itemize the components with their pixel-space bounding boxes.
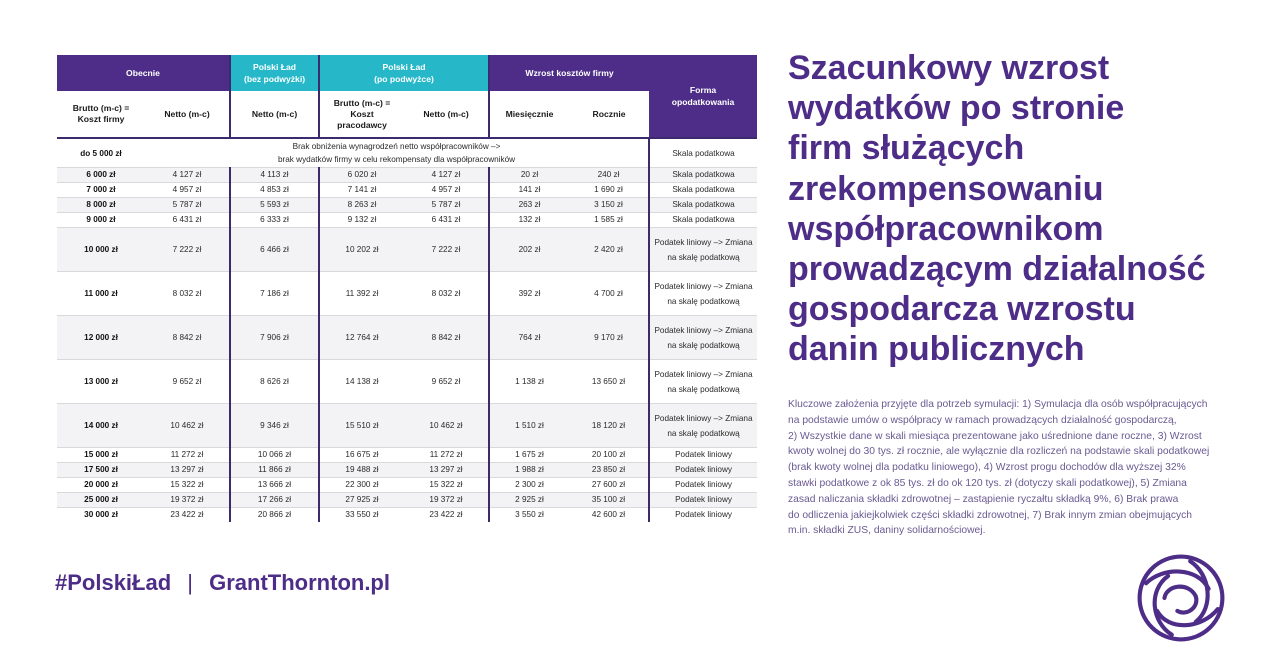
table-cell-brutto-po: 14 138 zł <box>319 360 404 404</box>
note-line: na podstawie umów o współpracy w ramach prowadzących działalność gospodarczą, <box>788 414 1177 426</box>
table-cell-brutto-po: 8 263 zł <box>319 198 404 213</box>
table-cell-brutto-po: 15 510 zł <box>319 404 404 448</box>
table-cell-brutto-po: 19 488 zł <box>319 463 404 478</box>
grant-thornton-swirl-icon <box>1135 552 1227 644</box>
table-cell-netto-obecnie: 8 032 zł <box>145 272 230 316</box>
table-row <box>57 183 757 198</box>
table-cell-netto-obecnie: 15 322 zł <box>145 478 230 493</box>
col-header-brutto-po-line1: Brutto (m-c) = <box>333 97 391 108</box>
note-line: stawki podatkowe z ok 85 tys. zł do ok 120 tys. zł (dotyczy skali podatkowej), 5) Zmiana <box>788 477 1187 489</box>
table-cell-brutto-po: 6 020 zł <box>319 168 404 183</box>
comparison-table-container <box>57 55 757 522</box>
table-cell-netto-obecnie: 10 462 zł <box>145 404 230 448</box>
group-header-wzrost: Wzrost kosztów firmy <box>489 55 649 91</box>
table-cell-netto-obecnie: 11 272 zł <box>145 448 230 463</box>
table-cell-rocznie: 240 zł <box>569 168 649 183</box>
note-line: kwoty wolnej do 30 tys. zł rocznie, ale wyłącznie dla rozliczeń na podstawie skali podatkowej <box>788 446 1210 458</box>
table-note-line1: Brak obniżenia wynagrodzeń netto współpracowników –> <box>292 142 501 151</box>
table-cell-netto-obecnie: 23 422 zł <box>145 508 230 523</box>
table-cell-brutto: 25 000 zł <box>57 493 145 508</box>
table-cell-netto-po: 19 372 zł <box>404 493 489 508</box>
table-cell-forma: Skala podatkowa <box>649 138 757 168</box>
table-cell-rocznie: 23 850 zł <box>569 463 649 478</box>
table-cell-forma: Podatek liniowy <box>649 478 757 493</box>
table-cell-brutto-po: 9 132 zł <box>319 213 404 228</box>
table-cell-netto-po: 11 272 zł <box>404 448 489 463</box>
table-cell-rocznie: 9 170 zł <box>569 316 649 360</box>
table-cell-netto-po: 13 297 zł <box>404 463 489 478</box>
table-cell-netto-bez: 4 113 zł <box>230 168 319 183</box>
col-header-brutto-po-line2: Koszt <box>350 108 374 119</box>
heading-line: firm służących <box>788 129 1025 168</box>
table-row-first <box>57 138 757 168</box>
table-cell-brutto: 15 000 zł <box>57 448 145 463</box>
table-cell-forma: Skala podatkowa <box>649 213 757 228</box>
table-cell-miesiecznie: 1 675 zł <box>489 448 569 463</box>
note-line: zasad naliczania składki zdrowotnej – zastąpienie ryczałtu składką 9%, 6) Brak prawa <box>788 493 1179 505</box>
group-header-polski-lad-po-line1: Polski Ład <box>382 62 426 72</box>
table-cell-netto-bez: 5 593 zł <box>230 198 319 213</box>
table-row <box>57 493 757 508</box>
group-header-polski-lad-po-line2: (po podwyżce) <box>374 74 434 84</box>
table-cell-netto-po: 7 222 zł <box>404 228 489 272</box>
table-cell-netto-obecnie: 8 842 zł <box>145 316 230 360</box>
table-cell-forma: Podatek liniowy –> Zmiana na skalę podatkową <box>649 360 757 404</box>
table-cell-rocznie: 35 100 zł <box>569 493 649 508</box>
table-cell-forma: Podatek liniowy –> Zmiana na skalę podatkową <box>649 316 757 360</box>
table-cell-miesiecznie: 2 925 zł <box>489 493 569 508</box>
table-cell-miesiecznie: 141 zł <box>489 183 569 198</box>
table-cell-brutto: 9 000 zł <box>57 213 145 228</box>
table-cell-netto-po: 8 842 zł <box>404 316 489 360</box>
heading-line: Szacunkowy wzrost <box>788 49 1110 87</box>
table-cell-netto-bez: 4 853 zł <box>230 183 319 198</box>
table-cell-brutto-po: 16 675 zł <box>319 448 404 463</box>
table-cell-netto-obecnie: 6 431 zł <box>145 213 230 228</box>
footer <box>55 570 390 596</box>
col-header-brutto <box>57 91 145 138</box>
footer-separator: | <box>187 570 193 595</box>
table-cell-netto-po: 5 787 zł <box>404 198 489 213</box>
table-cell-forma: Podatek liniowy <box>649 508 757 523</box>
table-cell-forma: Podatek liniowy –> Zmiana na skalę podatkową <box>649 404 757 448</box>
table-cell-forma: Skala podatkowa <box>649 198 757 213</box>
col-header-miesiecznie: Miesięcznie <box>489 91 569 138</box>
table-row <box>57 478 757 493</box>
table-cell-forma: Skala podatkowa <box>649 183 757 198</box>
table-cell-netto-bez: 7 906 zł <box>230 316 319 360</box>
heading-line: współpracownikom <box>788 209 1104 248</box>
col-header-netto-bez: Netto (m-c) <box>230 91 319 138</box>
table-cell-forma: Podatek liniowy <box>649 493 757 508</box>
table-cell-miesiecznie: 132 zł <box>489 213 569 228</box>
table-cell-netto-po: 9 652 zł <box>404 360 489 404</box>
table-cell-netto-obecnie: 13 297 zł <box>145 463 230 478</box>
table-cell-brutto: 14 000 zł <box>57 404 145 448</box>
table-cell-netto-obecnie: 9 652 zł <box>145 360 230 404</box>
page-heading <box>788 48 1258 370</box>
table-cell-brutto-po: 12 764 zł <box>319 316 404 360</box>
table-cell-netto-bez: 7 186 zł <box>230 272 319 316</box>
table-cell-brutto: 30 000 zł <box>57 508 145 523</box>
table-cell-miesiecznie: 1 988 zł <box>489 463 569 478</box>
table-cell-miesiecznie: 20 zł <box>489 168 569 183</box>
table-cell-netto-obecnie: 7 222 zł <box>145 228 230 272</box>
note-line: (brak kwoty wolnej dla podatku liniowego), 4) Wzrost progu dochodów dla wyższej 32% <box>788 462 1186 474</box>
col-header-brutto-po-line3: pracodawcy <box>337 119 387 130</box>
heading-line: danin publicznych <box>788 330 1085 369</box>
heading-line: gospodarcza wzrostu <box>788 290 1136 329</box>
table-note-line2: brak wydatków firmy w celu rekompensaty dla współpracowników <box>277 155 516 164</box>
table-cell-brutto-po: 7 141 zł <box>319 183 404 198</box>
col-header-brutto-line2: Koszt firmy <box>77 114 125 124</box>
table-cell-netto-po: 10 462 zł <box>404 404 489 448</box>
table-cell-netto-bez: 6 333 zł <box>230 213 319 228</box>
note-line: 2) Wszystkie dane w skali miesiąca prezentowane jako uśrednione dane roczne, 3) Wzrost <box>788 430 1202 442</box>
heading-line: wydatków po stronie <box>788 89 1125 128</box>
table-cell-forma: Podatek liniowy –> Zmiana na skalę podatkową <box>649 228 757 272</box>
table-cell-rocznie: 18 120 zł <box>569 404 649 448</box>
table-cell-forma: Podatek liniowy <box>649 463 757 478</box>
table-cell-miesiecznie: 202 zł <box>489 228 569 272</box>
table-row <box>57 508 757 523</box>
table-cell-rocznie: 4 700 zł <box>569 272 649 316</box>
table-cell-miesiecznie: 1 138 zł <box>489 360 569 404</box>
group-header-obecnie: Obecnie <box>57 55 230 91</box>
table-cell-brutto: 10 000 zł <box>57 228 145 272</box>
table-row <box>57 404 757 448</box>
table-cell-netto-po: 4 957 zł <box>404 183 489 198</box>
heading-line: zrekompensowaniu <box>788 169 1104 208</box>
table-row <box>57 360 757 404</box>
table-cell-miesiecznie: 1 510 zł <box>489 404 569 448</box>
table-cell-rocznie: 13 650 zł <box>569 360 649 404</box>
group-header-polski-lad-bez-line1: Polski Ład <box>253 62 296 72</box>
table-cell-netto-obecnie: 4 127 zł <box>145 168 230 183</box>
table-cell-brutto: 17 500 zł <box>57 463 145 478</box>
table-cell-forma: Skala podatkowa <box>649 168 757 183</box>
group-header-forma <box>649 55 757 138</box>
table-cell-netto-obecnie: 5 787 zł <box>145 198 230 213</box>
table-cell-miesiecznie: 263 zł <box>489 198 569 213</box>
table-cell-netto-po: 23 422 zł <box>404 508 489 523</box>
table-cell-brutto-po: 10 202 zł <box>319 228 404 272</box>
group-header-forma-line2: opodatkowania <box>671 97 735 107</box>
table-row <box>57 272 757 316</box>
table-cell-brutto: 12 000 zł <box>57 316 145 360</box>
hashtag-link[interactable]: #PolskiŁad <box>55 570 172 595</box>
table-cell-miesiecznie: 392 zł <box>489 272 569 316</box>
table-row <box>57 463 757 478</box>
table-cell-brutto: 13 000 zł <box>57 360 145 404</box>
table-row <box>57 228 757 272</box>
table-cell-rocznie: 20 100 zł <box>569 448 649 463</box>
table-cell-rocznie: 42 600 zł <box>569 508 649 523</box>
col-header-brutto-po <box>319 91 404 138</box>
table-cell-rocznie: 27 600 zł <box>569 478 649 493</box>
table-cell-miesiecznie: 2 300 zł <box>489 478 569 493</box>
table-cell-forma: Podatek liniowy <box>649 448 757 463</box>
table-cell-netto-bez: 8 626 zł <box>230 360 319 404</box>
table-cell-netto-po: 4 127 zł <box>404 168 489 183</box>
table-cell-brutto: 20 000 zł <box>57 478 145 493</box>
table-cell-netto-bez: 9 346 zł <box>230 404 319 448</box>
table-cell-brutto-po: 27 925 zł <box>319 493 404 508</box>
table-row <box>57 448 757 463</box>
table-row <box>57 213 757 228</box>
table-row <box>57 316 757 360</box>
table-cell-netto-po: 8 032 zł <box>404 272 489 316</box>
table-cell-netto-obecnie: 4 957 zł <box>145 183 230 198</box>
table-cell-netto-po: 15 322 zł <box>404 478 489 493</box>
table-cell-netto-bez: 20 866 zł <box>230 508 319 523</box>
table-cell-netto-bez: 13 666 zł <box>230 478 319 493</box>
group-header-row <box>57 55 757 91</box>
table-cell-brutto-po: 11 392 zł <box>319 272 404 316</box>
table-cell-rocznie: 1 585 zł <box>569 213 649 228</box>
heading-line: prowadzącym działalność <box>788 250 1206 289</box>
table-cell-miesiecznie: 764 zł <box>489 316 569 360</box>
group-header-forma-line1: Forma <box>689 85 717 95</box>
group-header-polski-lad-bez-line2: (bez podwyżki) <box>243 74 306 84</box>
table-cell-netto-obecnie: 19 372 zł <box>145 493 230 508</box>
table-cell-forma: Podatek liniowy –> Zmiana na skalę podatkową <box>649 272 757 316</box>
col-header-netto-obecnie: Netto (m-c) <box>145 91 230 138</box>
table-cell-rocznie: 1 690 zł <box>569 183 649 198</box>
group-header-polski-lad-po <box>319 55 489 91</box>
table-row <box>57 168 757 183</box>
table-cell-netto-bez: 17 266 zł <box>230 493 319 508</box>
table-cell-brutto: 7 000 zł <box>57 183 145 198</box>
group-header-polski-lad-bez <box>230 55 319 91</box>
note-line: m.in. składki ZUS, daniny solidarnościowej. <box>788 525 986 537</box>
col-header-netto-po: Netto (m-c) <box>404 91 489 138</box>
table-cell-brutto: 8 000 zł <box>57 198 145 213</box>
table-cell-rocznie: 2 420 zł <box>569 228 649 272</box>
table-cell-brutto: 11 000 zł <box>57 272 145 316</box>
table-cell-miesiecznie: 3 550 zł <box>489 508 569 523</box>
table-cell-note <box>145 138 649 168</box>
table-cell-brutto-po: 33 550 zł <box>319 508 404 523</box>
table-cell-rocznie: 3 150 zł <box>569 198 649 213</box>
table-cell-netto-bez: 6 466 zł <box>230 228 319 272</box>
table-cell-brutto: 6 000 zł <box>57 168 145 183</box>
table-cell-netto-bez: 10 066 zł <box>230 448 319 463</box>
note-line: Kluczowe założenia przyjęte dla potrzeb symulacji: 1) Symulacja dla osób współpracujących <box>788 399 1208 410</box>
assumptions-note <box>788 397 1258 539</box>
comparison-table <box>57 55 757 522</box>
note-line: do odliczenia jakiejkolwiek części składki zdrowotnej, 7) Brak innym zmian obejmujących <box>788 509 1193 521</box>
table-cell-brutto-po: 22 300 zł <box>319 478 404 493</box>
table-cell-brutto: do 5 000 zł <box>57 138 145 168</box>
website-link[interactable]: GrantThornton.pl <box>209 570 390 595</box>
col-header-rocznie: Rocznie <box>569 91 649 138</box>
col-header-brutto-line1: Brutto (m-c) = <box>72 103 130 113</box>
table-cell-netto-bez: 11 866 zł <box>230 463 319 478</box>
table-cell-netto-po: 6 431 zł <box>404 213 489 228</box>
table-row <box>57 198 757 213</box>
table-body <box>57 138 757 522</box>
